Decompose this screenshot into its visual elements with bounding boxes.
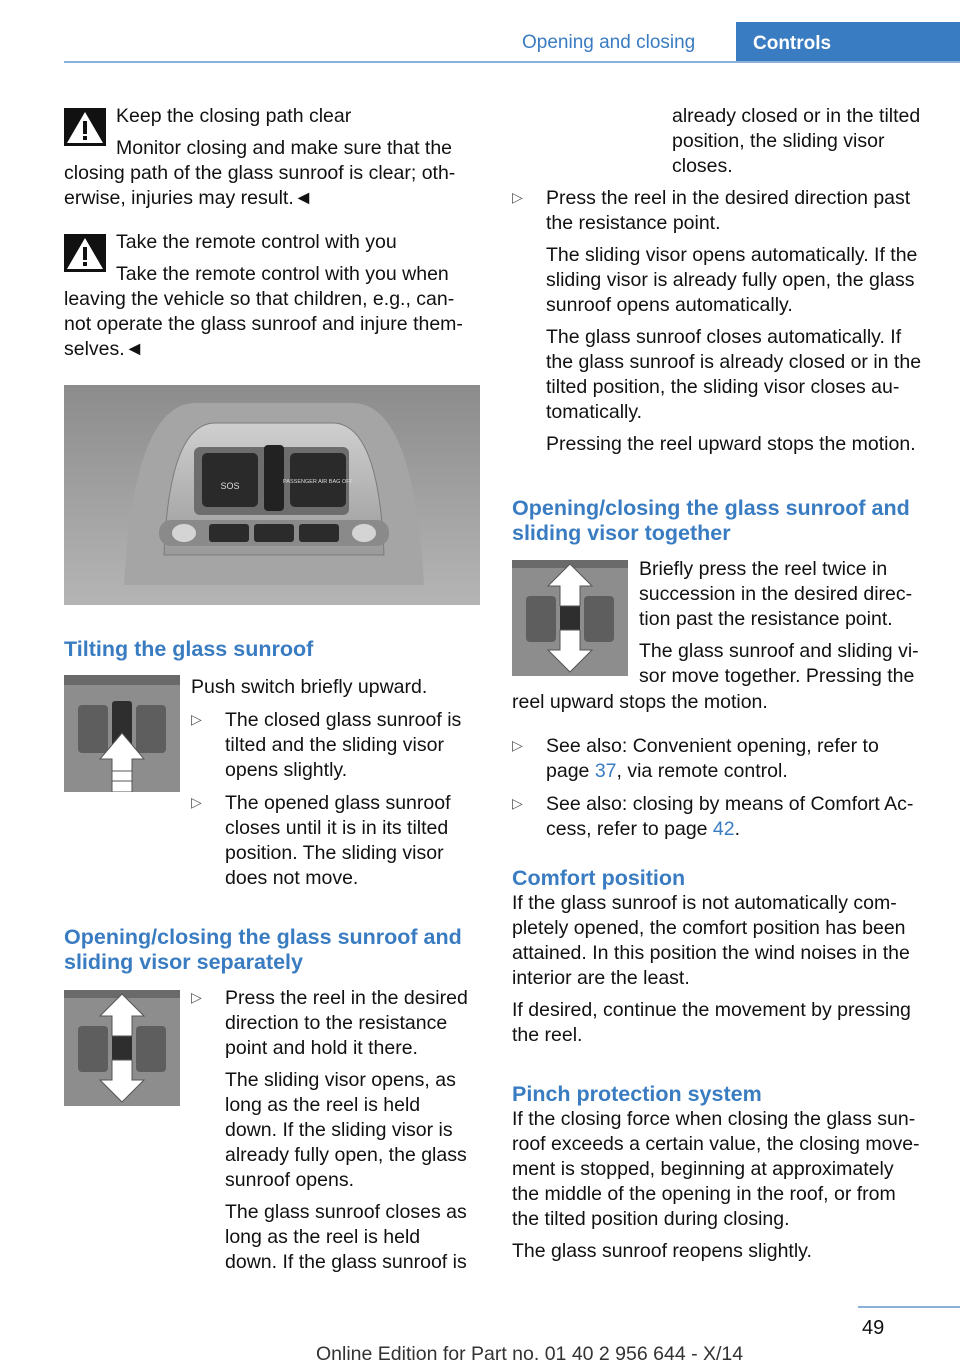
warning-title: Take the remote control with you bbox=[116, 231, 397, 253]
warning-closing-path bbox=[64, 104, 481, 211]
separately-item-1 bbox=[191, 986, 481, 1275]
warning-text: selves.◄ bbox=[64, 338, 144, 360]
list-item-text: sunroof opens. bbox=[225, 1169, 355, 1191]
see-also-list bbox=[512, 734, 932, 842]
separately-heading bbox=[64, 925, 481, 975]
tilting-content bbox=[191, 675, 481, 891]
page-link-42[interactable]: 42 bbox=[712, 818, 735, 840]
list-item-text: The glass sunroof closes automatically. If bbox=[546, 326, 902, 348]
footer-rule bbox=[858, 1306, 960, 1308]
list-item-text: point and hold it there. bbox=[225, 1037, 418, 1059]
list-item-text: closes. bbox=[672, 155, 733, 177]
paragraph-line: attained. In this position the wind noises in the bbox=[512, 942, 910, 964]
list-item bbox=[512, 792, 932, 842]
link-prefix: page bbox=[546, 760, 595, 782]
paragraph-line: the middle of the opening in the roof, or from bbox=[512, 1183, 896, 1205]
link-prefix: cess, refer to page bbox=[546, 818, 713, 840]
list-item-text: sunroof opens automatically. bbox=[546, 294, 793, 316]
link-suffix: . bbox=[734, 818, 741, 840]
list-item-text: ▷ The opened glass sunroof bbox=[225, 792, 451, 814]
list-item-text: closes until it is in its tilted bbox=[225, 817, 449, 839]
paragraph-line: pletely opened, the comfort position has been bbox=[512, 917, 906, 939]
warning-text: leaving the vehicle so that children, e.g., can- bbox=[64, 288, 455, 310]
list-item-text: tomatically. bbox=[546, 401, 643, 423]
list-item-text: sliding visor is already fully open, the glass bbox=[546, 269, 915, 291]
list-item bbox=[512, 186, 932, 457]
list-item-text bbox=[546, 759, 932, 784]
reel-together-illustration bbox=[512, 560, 628, 676]
list-item bbox=[512, 734, 932, 784]
paragraph-line: the tilted position during closing. bbox=[512, 1208, 790, 1230]
comfort-section bbox=[512, 866, 932, 1048]
list-item-text: The sliding visor opens, as bbox=[225, 1069, 456, 1091]
list-item-text: position. The sliding visor bbox=[225, 842, 444, 864]
page-number: 49 bbox=[862, 1317, 885, 1339]
paragraph-line: The glass sunroof and sliding vi- bbox=[639, 640, 919, 662]
paragraph-line: If the closing force when closing the glass sun- bbox=[512, 1108, 916, 1130]
list-item-text: opens slightly. bbox=[225, 759, 348, 781]
list-item-text: position, the sliding visor bbox=[672, 130, 885, 152]
heading-line: Opening/closing the glass sunroof and bbox=[512, 496, 910, 520]
airbag-button-label: PASSENGER AIR BAG OFF bbox=[283, 479, 353, 485]
warning-text: not operate the glass sunroof and injure them- bbox=[64, 313, 463, 335]
paragraph-line: The glass sunroof reopens slightly. bbox=[512, 1240, 812, 1262]
list-item-text: ▷ The closed glass sunroof is bbox=[225, 709, 462, 731]
list-item-text: already closed or in the tilted bbox=[672, 105, 921, 127]
list-item-text: already fully open, the glass bbox=[225, 1144, 467, 1166]
list-item bbox=[191, 708, 481, 783]
separately-item-1-continued bbox=[672, 104, 942, 179]
list-item-text bbox=[546, 817, 932, 842]
list-item-text: does not move. bbox=[225, 867, 359, 889]
sos-button-label: SOS bbox=[220, 481, 240, 491]
paragraph-line: ment is stopped, beginning at approximately bbox=[512, 1158, 894, 1180]
list-item-text: Pressing the reel upward stops the motion. bbox=[546, 433, 916, 455]
pinch-heading: Pinch protection system bbox=[512, 1082, 762, 1106]
heading-line: sliding visor together bbox=[512, 521, 731, 545]
comfort-heading: Comfort position bbox=[512, 866, 686, 890]
list-item-text: The glass sunroof closes as bbox=[225, 1201, 467, 1223]
list-item-text: ▷ See also: Convenient opening, refer to bbox=[546, 735, 879, 757]
warning-title: Keep the closing path clear bbox=[116, 105, 352, 127]
separately-item-2 bbox=[512, 186, 932, 457]
warning-text: Take the remote control with you when bbox=[116, 263, 449, 285]
warning-text: Monitor closing and make sure that the bbox=[116, 137, 453, 159]
paragraph-line: interior are the least. bbox=[512, 967, 690, 989]
list-item-text: ▷ Press the reel in the desired direction past bbox=[546, 187, 911, 209]
paragraph-line: If desired, continue the movement by pressing bbox=[512, 999, 911, 1021]
list-item-text: down. If the sliding visor is bbox=[225, 1119, 453, 1141]
warning-triangle-icon bbox=[64, 234, 106, 272]
paragraph-line: Briefly press the reel twice in bbox=[639, 558, 888, 580]
list-item-text: The sliding visor opens automatically. If the bbox=[546, 244, 918, 266]
list-item-text: the resistance point. bbox=[546, 212, 721, 234]
warning-remote-control bbox=[64, 230, 481, 362]
list-item-text: long as the reel is held bbox=[225, 1226, 421, 1248]
header-rule bbox=[64, 61, 960, 63]
list-item bbox=[191, 791, 481, 891]
tilting-heading: Tilting the glass sunroof bbox=[64, 637, 314, 661]
warning-triangle-icon bbox=[64, 108, 106, 146]
paragraph-line: If the glass sunroof is not automatically com- bbox=[512, 892, 897, 914]
together-heading bbox=[512, 496, 932, 546]
list-item bbox=[191, 986, 481, 1275]
link-suffix: , via remote control. bbox=[616, 760, 788, 782]
paragraph-line: tion past the resistance point. bbox=[639, 608, 893, 630]
list-item-text: tilted and the sliding visor bbox=[225, 734, 444, 756]
warning-text: closing path of the glass sunroof is clear; oth- bbox=[64, 162, 456, 184]
together-text bbox=[639, 557, 939, 689]
list-item-text: ▷ See also: closing by means of Comfort Ac- bbox=[546, 793, 914, 815]
list-item-text: ▷ Press the reel in the desired bbox=[225, 987, 468, 1009]
header-chapter-tab: Controls bbox=[736, 22, 960, 63]
paragraph-line: sor move together. Pressing the bbox=[639, 665, 915, 687]
switch-tilt-illustration bbox=[64, 675, 180, 792]
list-item-text: tilted position, the sliding visor closes au- bbox=[546, 376, 900, 398]
warning-text: erwise, injuries may result.◄ bbox=[64, 187, 314, 209]
paragraph-line: succession in the desired direc- bbox=[639, 583, 913, 605]
list-item-text: direction to the resistance bbox=[225, 1012, 448, 1034]
tilting-intro: Push switch briefly upward. bbox=[191, 676, 428, 698]
list-item-text: the glass sunroof is already closed or in the bbox=[546, 351, 922, 373]
heading-line: sliding visor separately bbox=[64, 950, 303, 974]
overhead-console-photo bbox=[64, 385, 480, 605]
reel-both-directions-illustration bbox=[64, 990, 180, 1106]
footer-edition: Online Edition for Part no. 01 40 2 956 644 - X/14 bbox=[316, 1343, 744, 1362]
list-item-text: down. If the glass sunroof is bbox=[225, 1251, 467, 1273]
list-item-text: long as the reel is held bbox=[225, 1094, 421, 1116]
page-link-37[interactable]: 37 bbox=[594, 760, 617, 782]
heading-line: Opening/closing the glass sunroof and bbox=[64, 925, 462, 949]
header-section-title: Opening and closing bbox=[522, 32, 696, 53]
paragraph-line: roof exceeds a certain value, the closing move- bbox=[512, 1133, 920, 1155]
pinch-section bbox=[512, 1082, 932, 1264]
paragraph-line: the reel. bbox=[512, 1024, 583, 1046]
paragraph-line: reel upward stops the motion. bbox=[512, 691, 768, 713]
